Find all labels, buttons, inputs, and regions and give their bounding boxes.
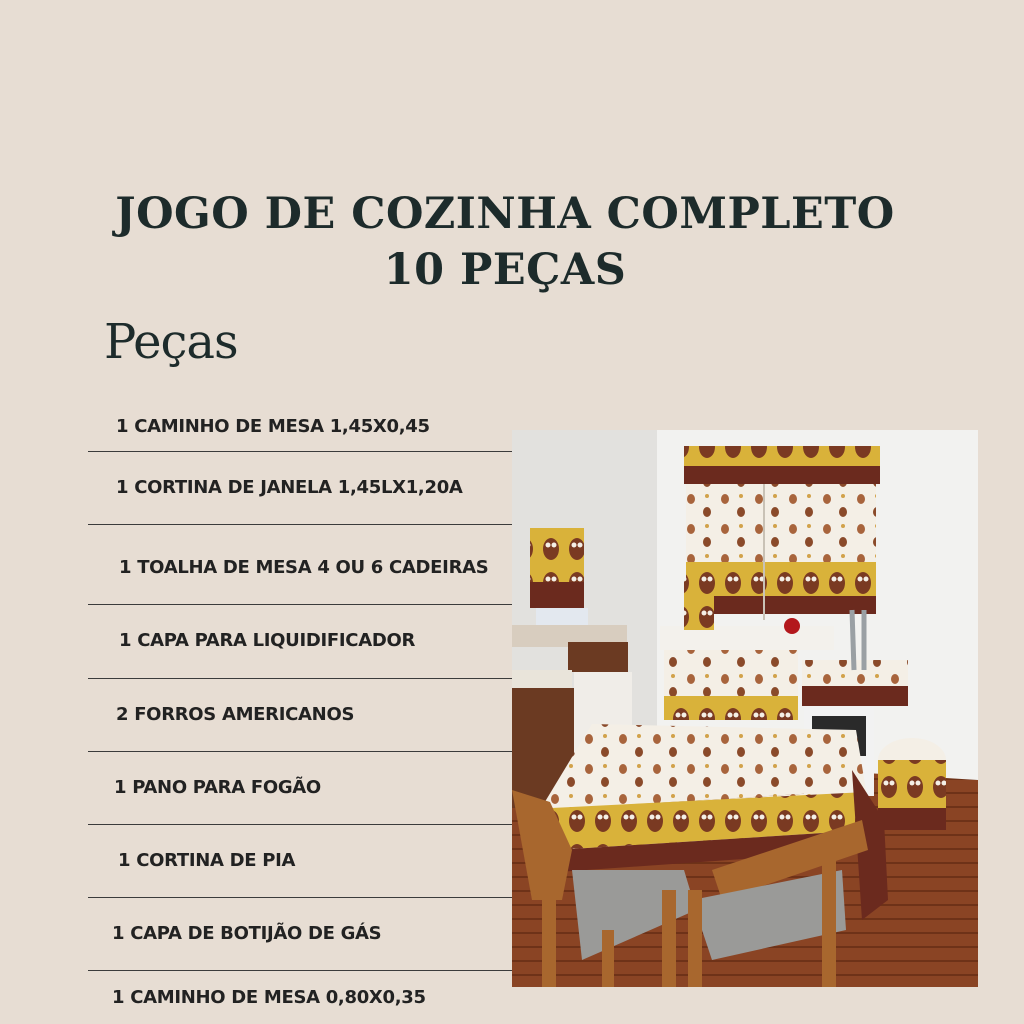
divider <box>88 824 512 825</box>
divider <box>88 751 512 752</box>
divider <box>88 970 512 971</box>
section-heading: Peças <box>104 314 238 370</box>
list-item: 1 CORTINA DE PIA <box>118 850 296 871</box>
divider <box>88 678 512 679</box>
list-item: 2 FORROS AMERICANOS <box>116 704 355 725</box>
list-item: 1 CAMINHO DE MESA 0,80X0,35 <box>112 987 426 1008</box>
list-item: 1 CAPA DE BOTIJÃO DE GÁS <box>112 923 382 944</box>
divider <box>88 451 512 452</box>
title-line-2: 10 PEÇAS <box>383 245 627 295</box>
divider <box>88 604 512 605</box>
list-item: 1 CAPA PARA LIQUIDIFICADOR <box>119 630 416 651</box>
list-item: 1 CORTINA DE JANELA 1,45LX1,20A <box>116 477 463 498</box>
title-line-1: JOGO DE COZINHA COMPLETO <box>115 189 895 239</box>
list-item: 1 CAMINHO DE MESA 1,45X0,45 <box>116 416 430 437</box>
divider <box>88 524 512 525</box>
divider <box>88 897 512 898</box>
kitchen-photo <box>512 430 978 987</box>
list-item: 1 TOALHA DE MESA 4 OU 6 CADEIRAS <box>119 557 489 578</box>
page-title <box>0 186 1010 298</box>
list-item: 1 PANO PARA FOGÃO <box>114 777 321 798</box>
